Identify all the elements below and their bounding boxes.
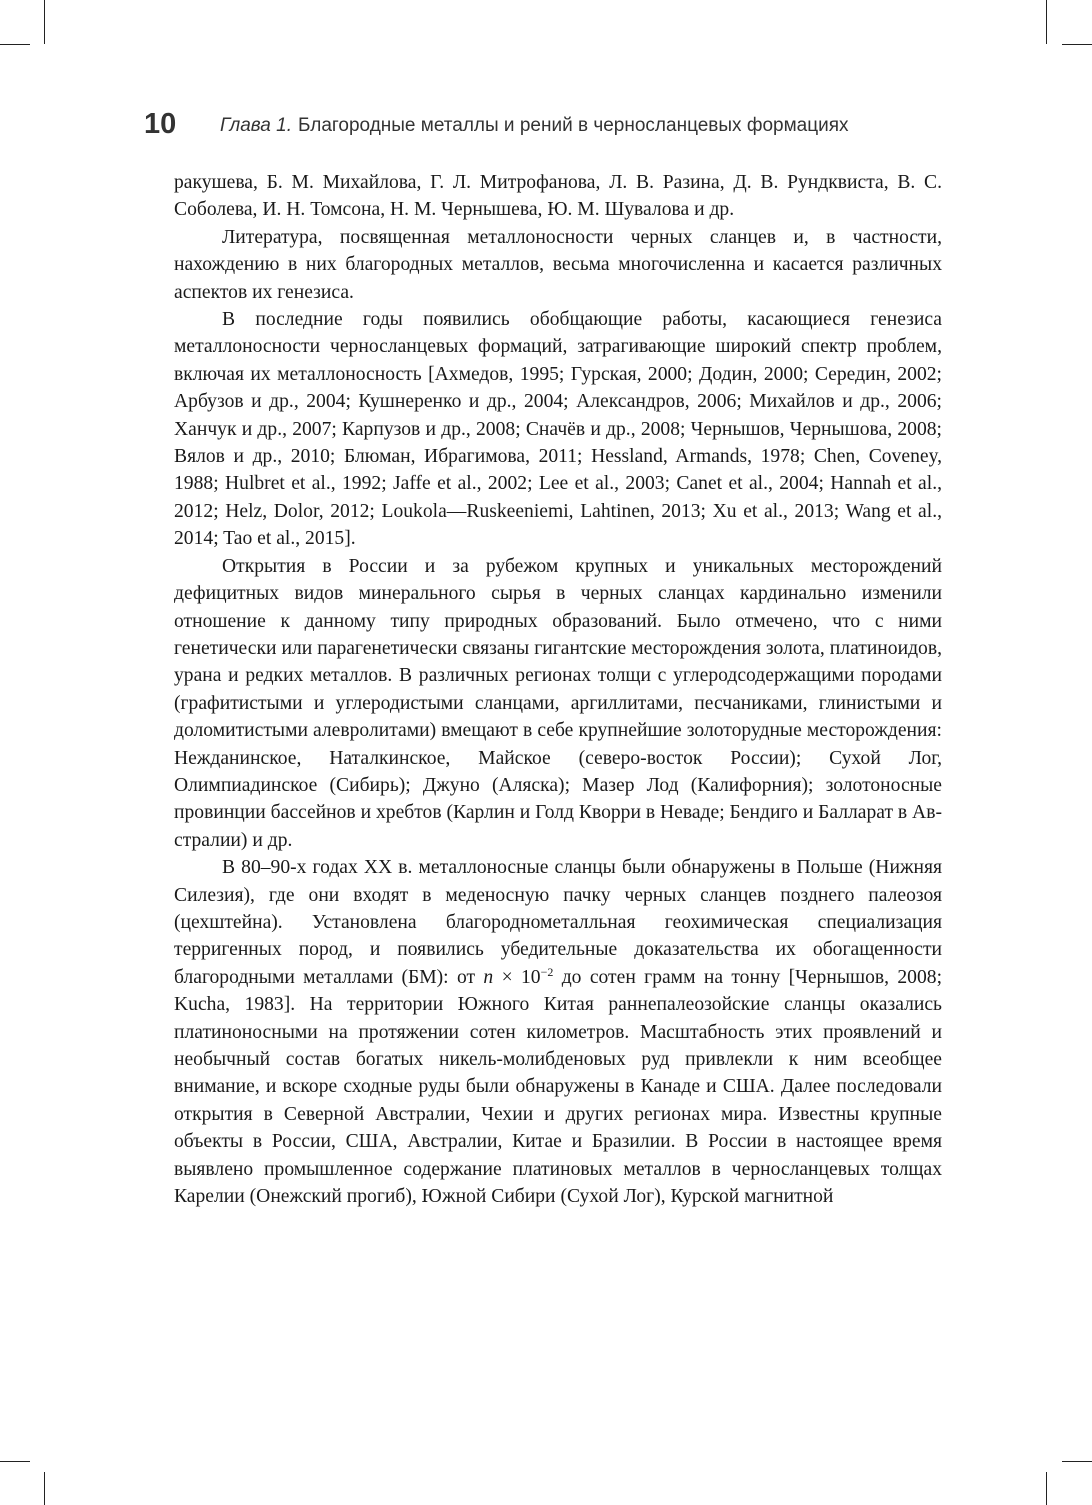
crop-mark (1046, 1472, 1047, 1505)
chapter-label: Глава 1. (220, 115, 292, 136)
chapter-heading (220, 113, 849, 139)
math-variable: n (483, 966, 494, 988)
math-exponent: −2 (540, 964, 554, 979)
crop-mark (0, 44, 30, 45)
paragraph: ракушева, Б. М. Михайлова, Г. Л. Митрофанова, Л. В. Разина, Д. В. Рундквиста, В. С. Соболева, И. Н. Томсона, Н. М. Чернышева, Ю. М. Шувалова и др. (174, 172, 942, 221)
paragraph: Открытия в России и за рубежом крупных и уникальных месторождений дефицитных видов минерального сырья в черных сланцах кардинально изменили отношение к данному типу природных образований. Было отмечено, что с ними генетически или парагенетически связаны гигантские месторождения золота, платиноидов, урана и редких металлов. В различных регионах толщи с углеродсодержащими породами (графитистыми и углеродистыми сланцами, аргиллитами, песчаниками, глинистыми и доломитистыми алевролитами) вмещают в себе крупнейшие золоторудные месторождения: Нежданинское, Наталкинское, Майское (северо-восток России); Сухой Лог, Олимпиадинское (Сибирь); Джуно (Аляска); Мазер Лод (Калифорния); золотоносные провинции бассейнов и хребтов (Карлин и Голд Кворри в Неваде; Бендиго и Балларат в Австралии) и др. (174, 555, 942, 851)
crop-mark (1062, 44, 1092, 45)
crop-mark (0, 1461, 30, 1462)
crop-mark (1046, 0, 1047, 44)
paragraph: Литература, посвященная металлоносности черных сланцев и, в частности, нахождению в них благородных металлов, весьма многочисленна и касается различных аспектов их генезиса. (174, 226, 942, 303)
paragraph-text: В 80–90-х годах XX в. металлоносные сланцы были обнаружены в Польше (Нижняя Силезия), где они входят в меденосную пачку черных сланцев позднего палеозоя (цехштейна). Установлена благороднометалльная геохимическая специализация терригенных пород, и появились убедительные доказательства их обогащенности благородными металлами (БМ): от (174, 857, 942, 988)
running-header (144, 106, 944, 146)
crop-mark (44, 1472, 45, 1505)
body-text (174, 169, 942, 1210)
paragraph-text: до сотен грамм на тонну [Чернышов, 2008; Kucha, 1983]. На территории Южного Китая раннепалеозойские сланцы оказались платиноносными на протяжении сотен километров. Масштабность этих проявлений и необычный состав богатых никель-молибденовых руд привлекли к ним всеобщее внимание, и вскоре сходные руды были обнаружены в Канаде и США. Далее последовали открытия в Северной Австралии, Чехии и других регионах мира. Известны крупные объекты в России, США, Австралии, Китае и Бразилии. В России в настоящее время выявлено промышленное содержание платиновых металлов в черносланцевых толщах Карелии (Онежский прогиб), Южной Сибири (Сухой Лог), Курской магнитной (174, 966, 943, 1208)
paragraph (174, 854, 942, 1210)
paragraph: В последние годы появились обобщающие работы, касающиеся генезиса металлоносности черносланцевых формаций, затрагивающие широкий спектр проблем, включая их металлоносность [Ахмедов, 1995; Гурская, 2000; Додин, 2000; Середин, 2002; Арбузов и др., 2004; Кушнеренко и др., 2004; Александров, 2006; Михайлов и др., 2006; Ханчук и др., 2007; Карпузов и др., 2008; Сначёв и др., 2008; Чернышов, Чернышова, 2008; Вялов и др., 2010; Блюман, Ибрагимова, 2011; Hessland, Armands, 1978; Chen, Coveney, 1988; Hulbret et al., 1992; Jaffe et al., 2002; Lee et al., 2003; Canet et al., 2004; Hannah et al., 2012; Helz, Dolor, 2012; Loukola—Ruskeeniemi, Lahtinen, 2013; Xu et al., 2013; Wang et al., 2014; Tao et al., 2015]. (174, 309, 942, 550)
math-operator: × 10 (493, 966, 541, 988)
chapter-title: Благородные металлы и рений в черносланцевых формациях (297, 115, 849, 136)
crop-mark (44, 0, 45, 44)
crop-mark (1062, 1461, 1092, 1462)
page-number: 10 (144, 108, 177, 140)
